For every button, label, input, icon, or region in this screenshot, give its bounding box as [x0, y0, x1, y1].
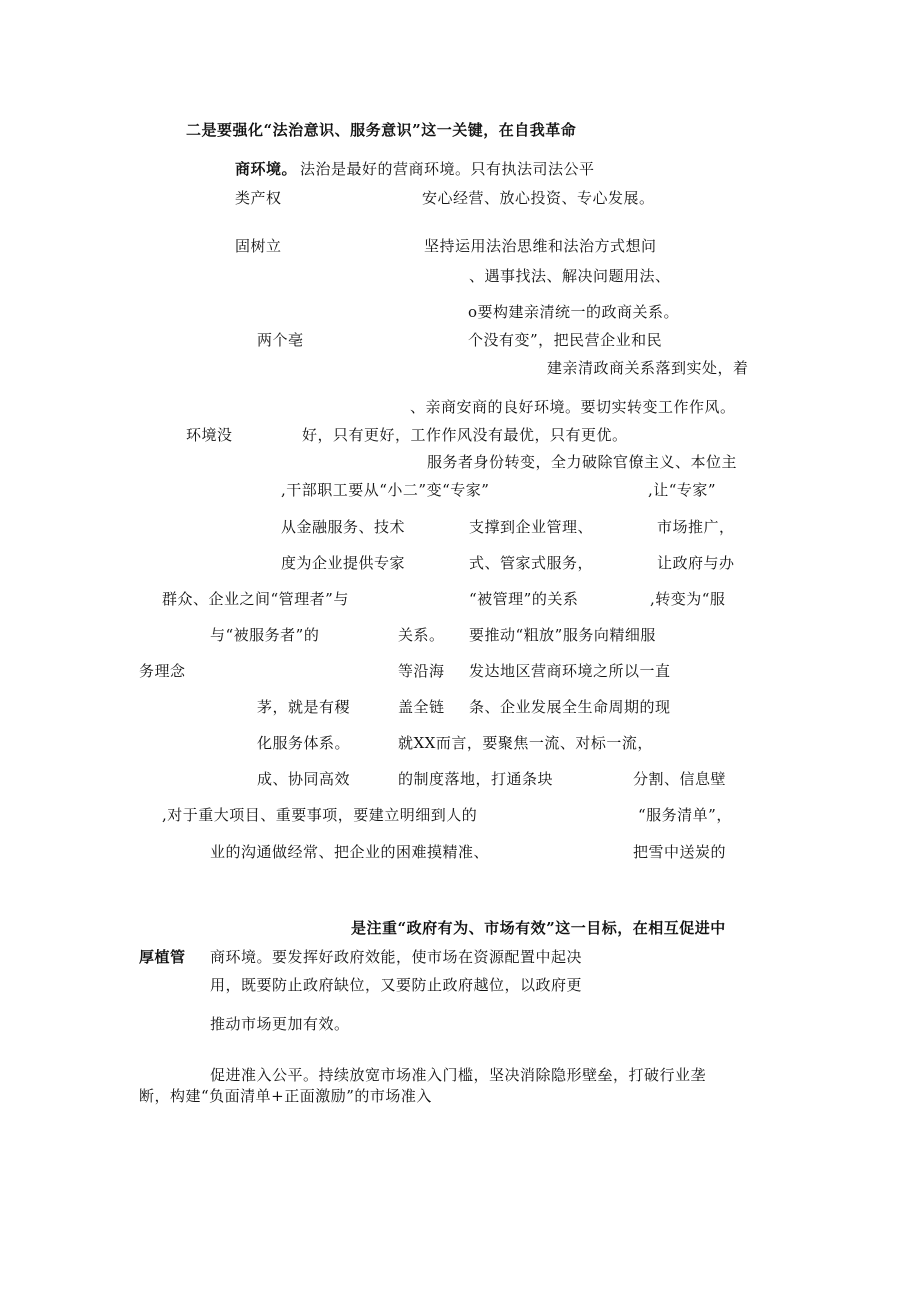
text-fragment: 条、企业发展全生命周期的现 — [469, 698, 671, 716]
text-fragment: 分割、信息壁 — [633, 770, 727, 788]
text-fragment: 环境没 — [186, 426, 233, 444]
text-fragment: 好，只有更好，工作作风没有最优，只有更优。 — [302, 426, 628, 444]
text-fragment: 断，构建“负面清单+正面激励”的市场准入 — [139, 1087, 432, 1105]
text-fragment: 让政府与办 — [657, 554, 735, 572]
text-fragment: 市场推广， — [657, 518, 735, 536]
text-fragment: 服务者身份转变，全力破除官僚主义、本位主 — [427, 453, 738, 471]
text-fragment: 从金融服务、技术 — [281, 518, 406, 536]
text-fragment: 务理念 — [139, 662, 186, 680]
text-fragment: o要构建亲清统一的政商关系。 — [468, 303, 680, 321]
text-fragment: 、遇事找法、解决问题用法、 — [469, 267, 671, 285]
text-fragment: 用，既要防止政府缺位，又要防止政府越位，以政府更 — [210, 976, 583, 994]
text-fragment: 茅，就是有稷 — [257, 698, 351, 716]
text-fragment: 的制度落地，打通条块 — [398, 770, 554, 788]
text-fragment: 建亲清政商关系落到实处，着 — [547, 359, 749, 377]
text-fragment: 个没有变”，把民营企业和民 — [468, 331, 663, 349]
text-fragment: 式、管家式服务， — [469, 554, 594, 572]
text-fragment: “服务清单”， — [638, 806, 732, 824]
text-fragment: 法治是最好的营商环境。只有执法司法公平 — [300, 160, 595, 178]
text-fragment: 促进准入公平。持续放宽市场准入门槛，坚决消除隐形壁垒，打破行业垄 — [210, 1066, 707, 1084]
text-fragment: 固树立 — [235, 237, 282, 255]
text-fragment: ,干部职工要从“小二”变“专家” — [281, 481, 490, 499]
text-fragment: 化服务体系。 — [257, 734, 351, 752]
text-fragment: ,让“专家” — [648, 481, 717, 499]
text-fragment: 安心经营、放心投资、专心发展。 — [422, 189, 655, 207]
text-fragment: 坚持运用法治思维和法治方式想问 — [424, 237, 657, 255]
text-fragment: 、亲商安商的良好环境。要切实转变工作作风。 — [410, 398, 736, 416]
text-fragment: ,对于重大项目、重要事项，要建立明细到人的 — [162, 806, 478, 824]
text-fragment: 群众、企业之间“管理者”与 — [162, 590, 349, 608]
text-fragment: 业的沟通做经常、把企业的困难摸精准、 — [210, 843, 490, 861]
text-fragment: 类产权 — [235, 189, 282, 207]
text-fragment: 把雪中送炭的 — [633, 843, 727, 861]
text-fragment: 两个亳 — [257, 331, 304, 349]
text-fragment: 与“被服务者”的 — [210, 626, 320, 644]
text-fragment: 度为企业提供专家 — [281, 554, 406, 572]
text-fragment: 盖全链 — [398, 698, 445, 716]
text-fragment: 商环境。要发挥好政府效能，使市场在资源配置中起决 — [210, 948, 583, 966]
text-fragment: 等沿海 — [398, 662, 445, 680]
text-fragment: 发达地区营商环境之所以一直 — [469, 662, 671, 680]
text-fragment: 支撑到企业管理、 — [469, 518, 594, 536]
text-fragment: ,转变为“服 — [650, 590, 726, 608]
text-fragment: 关系。 — [398, 626, 445, 644]
text-fragment: 要推动“粗放”服务向精细服 — [469, 626, 656, 644]
text-fragment: 成、协同高效 — [257, 770, 351, 788]
text-fragment: 推动市场更加有效。 — [210, 1015, 350, 1033]
text-fragment: 是注重“政府有为、市场有效”这一目标，在相互促进中 — [351, 919, 726, 937]
text-fragment: “被管理”的关系 — [469, 590, 579, 608]
text-fragment: 二是要强化“法治意识、服务意识”这一关键，在自我革命 — [186, 121, 577, 139]
text-fragment: 商环境。 — [235, 160, 298, 178]
text-fragment: 厚植管 — [139, 948, 186, 966]
text-fragment: 就XX而言，要聚焦一流、对标一流， — [398, 734, 653, 752]
